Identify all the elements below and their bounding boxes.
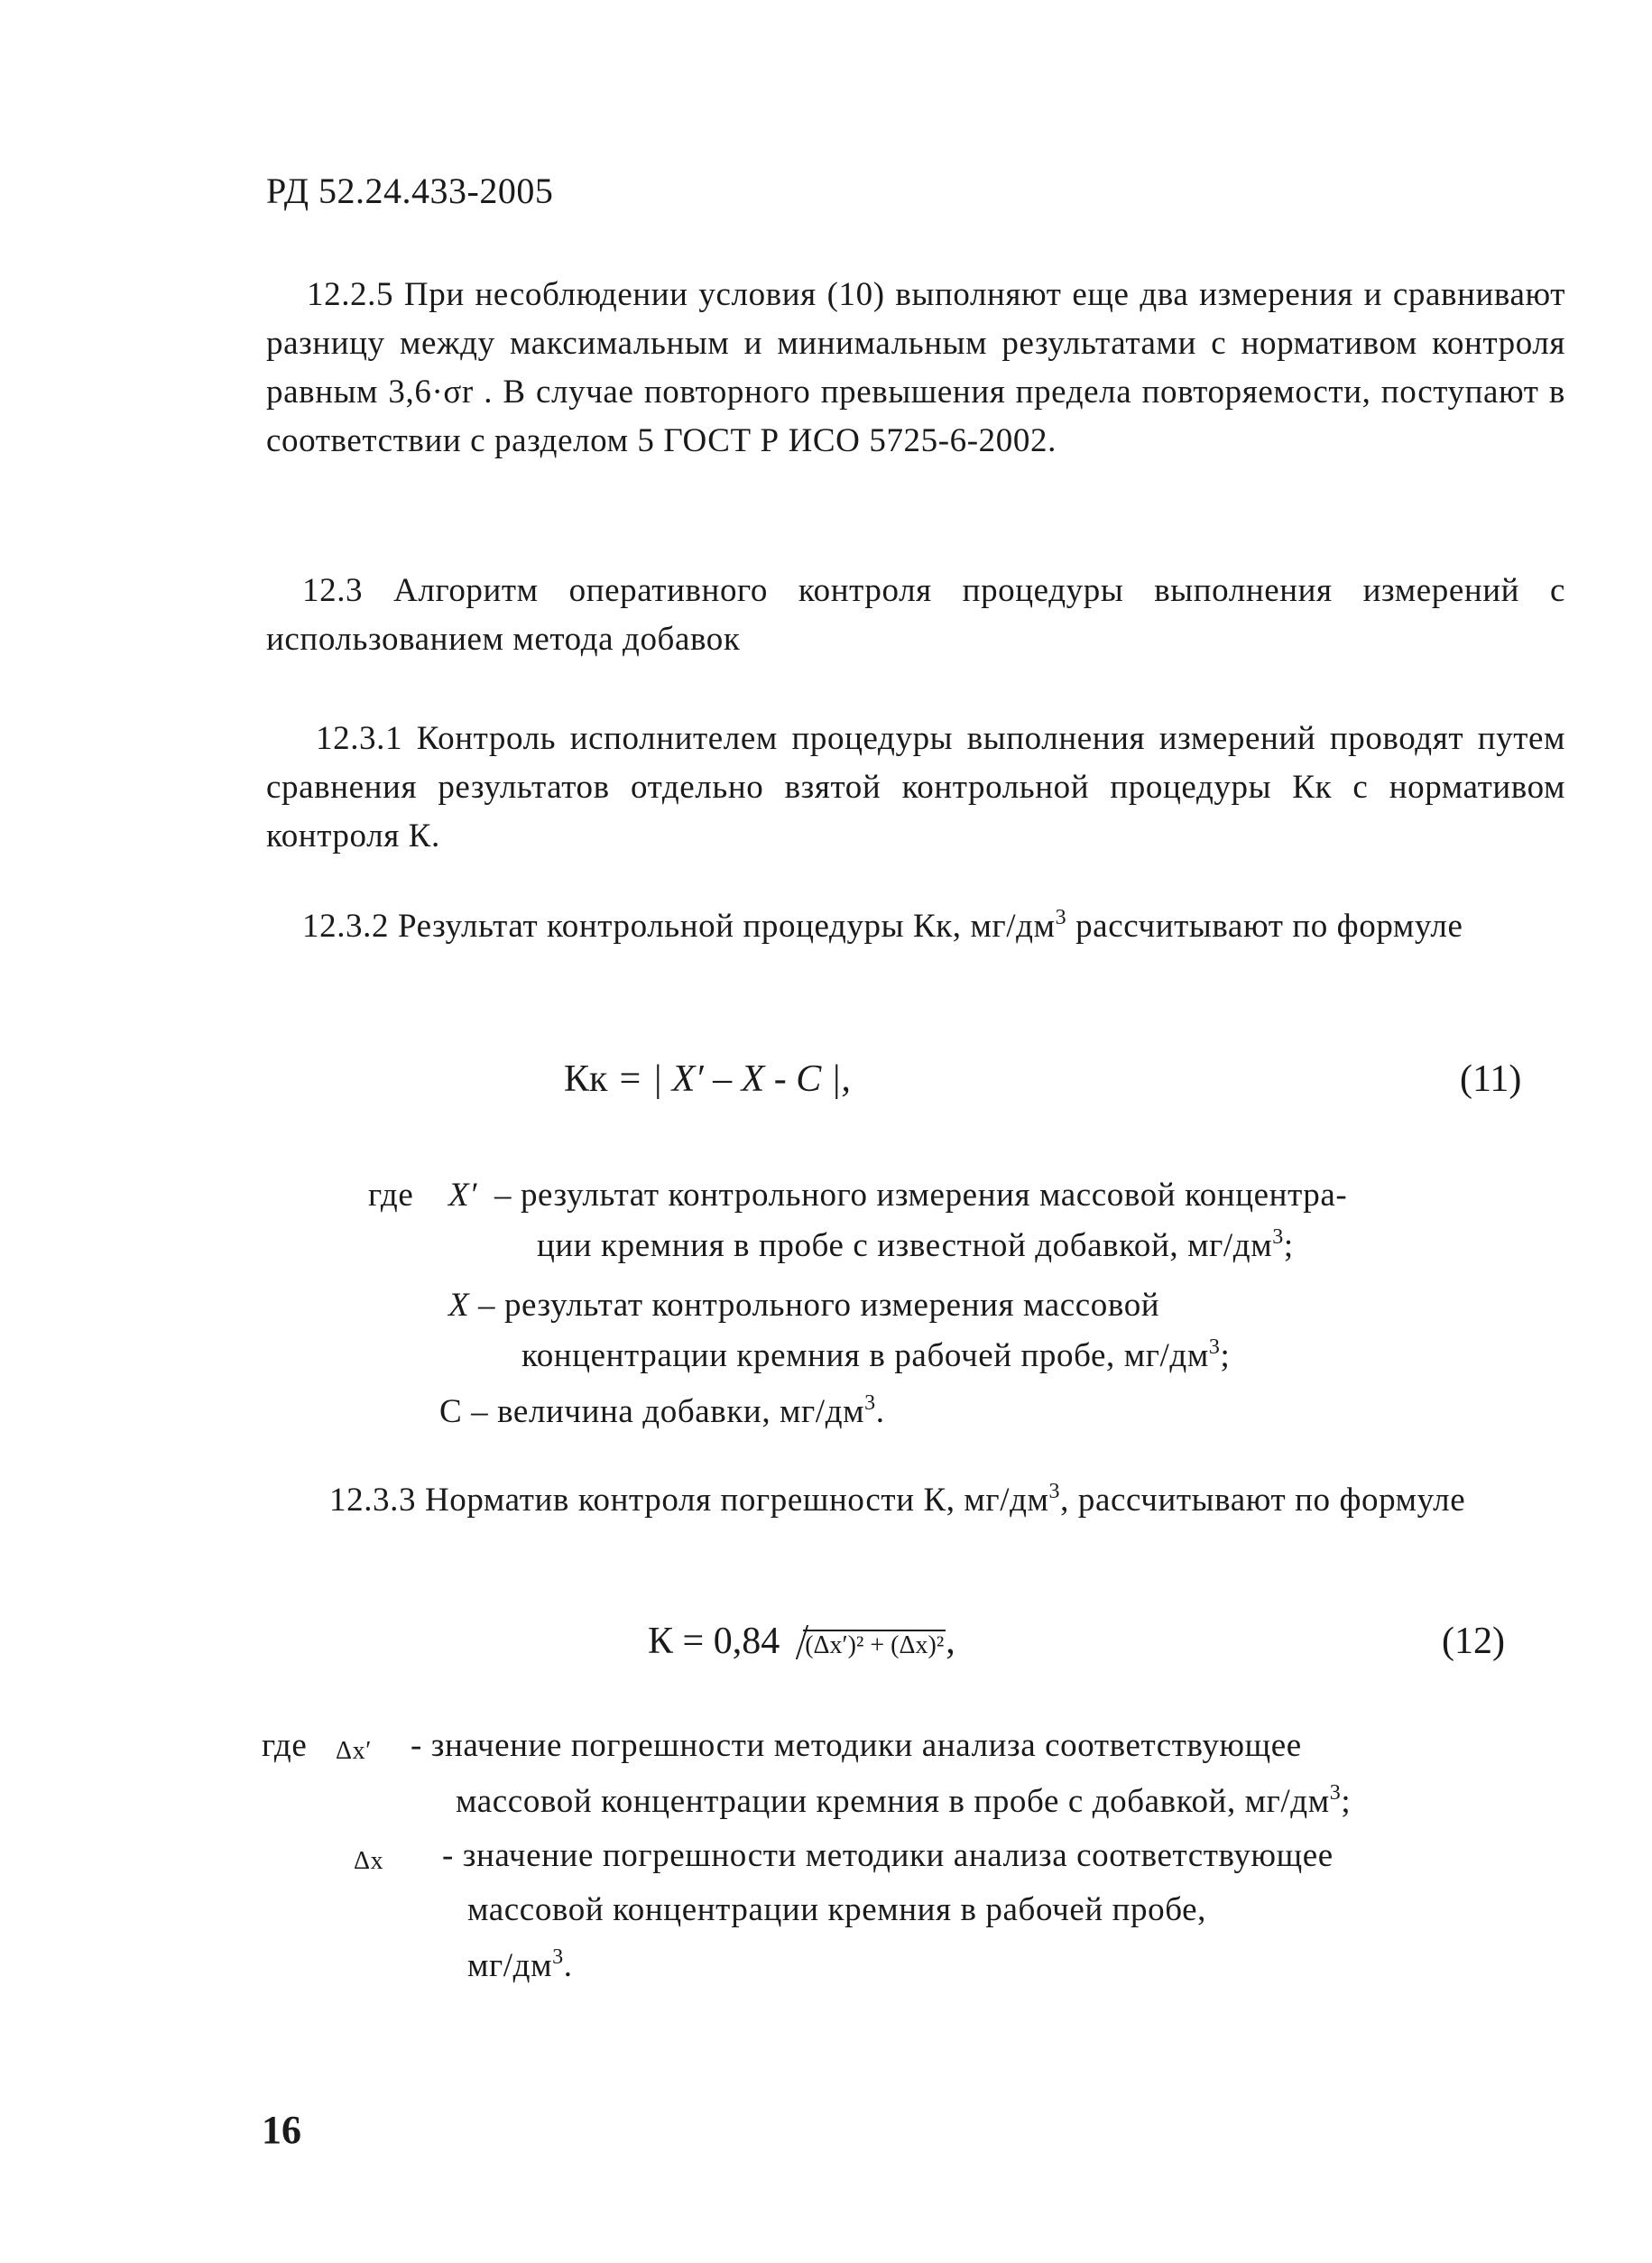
formula-11-rhs: = | X′ – X - C |, (616, 1058, 851, 1100)
semicolon: ; (1283, 1227, 1294, 1264)
where-12-item-2-line-3 (467, 1942, 573, 1991)
formula-12-radicand: (Δx′)² + (Δx)² (805, 1631, 945, 1659)
paragraph-12-3-3-tail: , рассчитывают по формуле (1060, 1482, 1466, 1519)
paragraph-12-3-3-text: 12.3.3 Норматив контроля погрешности К, мг/дм (329, 1482, 1049, 1519)
where-12-item-1-line-2 (456, 1778, 1351, 1826)
where-12-item-2-text: мг/дм (467, 1947, 553, 1984)
paragraph-12-3-2-text: 12.3.2 Результат контрольной процедуры Кк, мг/дм (302, 908, 1056, 945)
superscript: 3 (1055, 906, 1067, 929)
superscript: 3 (1208, 1335, 1221, 1359)
where-11-intro: где (368, 1177, 414, 1214)
formula-12 (648, 1620, 955, 1663)
where-12-item-2-line-1: - значение погрешности методики анализа соответствующее (442, 1837, 1334, 1874)
formula-12-lhs: К = 0,84 (648, 1621, 780, 1662)
period: . (563, 1947, 573, 1984)
formula-12-tail: , (946, 1621, 955, 1662)
superscript: 3 (1048, 1480, 1061, 1503)
where-11-symbol-2: X (448, 1287, 470, 1324)
document-code-header: РД 52.24.433-2005 (266, 171, 554, 211)
paragraph-12-2-5: 12.2.5 При несоблюдении условия (10) выполняют еще два измерения и сравнивают разницу между максимальным и минимальным результатами с нормативом контроля равным 3,6·σr . В случае повторного превышения предела повторяемости, поступают в соответствии с разделом 5 ГОСТ Р ИСО 5725-6-2002. (266, 276, 1565, 459)
page-number: 16 (262, 2108, 301, 2152)
square-root-icon (783, 1620, 946, 1663)
formula-12-number: (12) (1442, 1621, 1505, 1662)
formula-11-number: (11) (1460, 1058, 1522, 1100)
paragraph-12-3: 12.3 Алгоритм оперативного контроля процедуры выполнения измерений с использованием метода добавок (266, 572, 1565, 658)
superscript: 3 (1272, 1225, 1284, 1249)
where-11-item-3-text: С – величина добавки, мг/дм (439, 1393, 865, 1430)
paragraph-12-3-1: 12.3.1 Контроль исполнителем процедуры выполнения измерений проводят путем сравнения результатов отдельно взятой контрольной процедуры Кк с нормативом контроля К. (266, 720, 1565, 854)
where-12-item-2-line-2: массовой концентрации кремния в рабочей пробе, (467, 1891, 1206, 1928)
where-11-item-1-line-1: – результат контрольного измерения массовой концентра- (494, 1177, 1348, 1214)
where-11-item-2-line-1: – результат контрольного измерения массовой (478, 1287, 1160, 1324)
where-11-item-1-text: ции кремния в пробе с известной добавкой, мг/дм (537, 1227, 1273, 1264)
paragraph-12-3-3 (266, 1476, 1565, 1525)
semicolon: ; (1341, 1783, 1352, 1820)
formula-11 (564, 1058, 851, 1101)
where-12-item-1-line-1: - значение погрешности методики анализа соответствующее (411, 1727, 1302, 1764)
superscript: 3 (864, 1391, 876, 1415)
where-11-symbol-1: X′ (448, 1177, 477, 1214)
formula-11-lhs: Кк (564, 1058, 608, 1100)
where-12-symbol-2: Δx (354, 1847, 384, 1875)
semicolon: ; (1220, 1337, 1231, 1374)
paragraph-12-3-2-tail: рассчитывают по формуле (1066, 908, 1463, 945)
where-11-item-2-text: концентрации кремния в рабочей пробе, мг/дм (521, 1337, 1209, 1374)
superscript: 3 (552, 1945, 564, 1969)
where-11-item-2-line-2 (521, 1332, 1230, 1381)
superscript: 3 (1329, 1781, 1342, 1805)
where-11-item-1-line-2 (537, 1222, 1294, 1270)
where-12-symbol-1: Δx′ (336, 1737, 372, 1765)
paragraph-12-3-2 (266, 902, 1565, 951)
where-12-intro: где (262, 1727, 308, 1764)
where-12-item-1-text: массовой концентрации кремния в пробе с добавкой, мг/дм (456, 1783, 1330, 1820)
where-11-item-3 (439, 1388, 885, 1436)
period: . (875, 1393, 885, 1430)
